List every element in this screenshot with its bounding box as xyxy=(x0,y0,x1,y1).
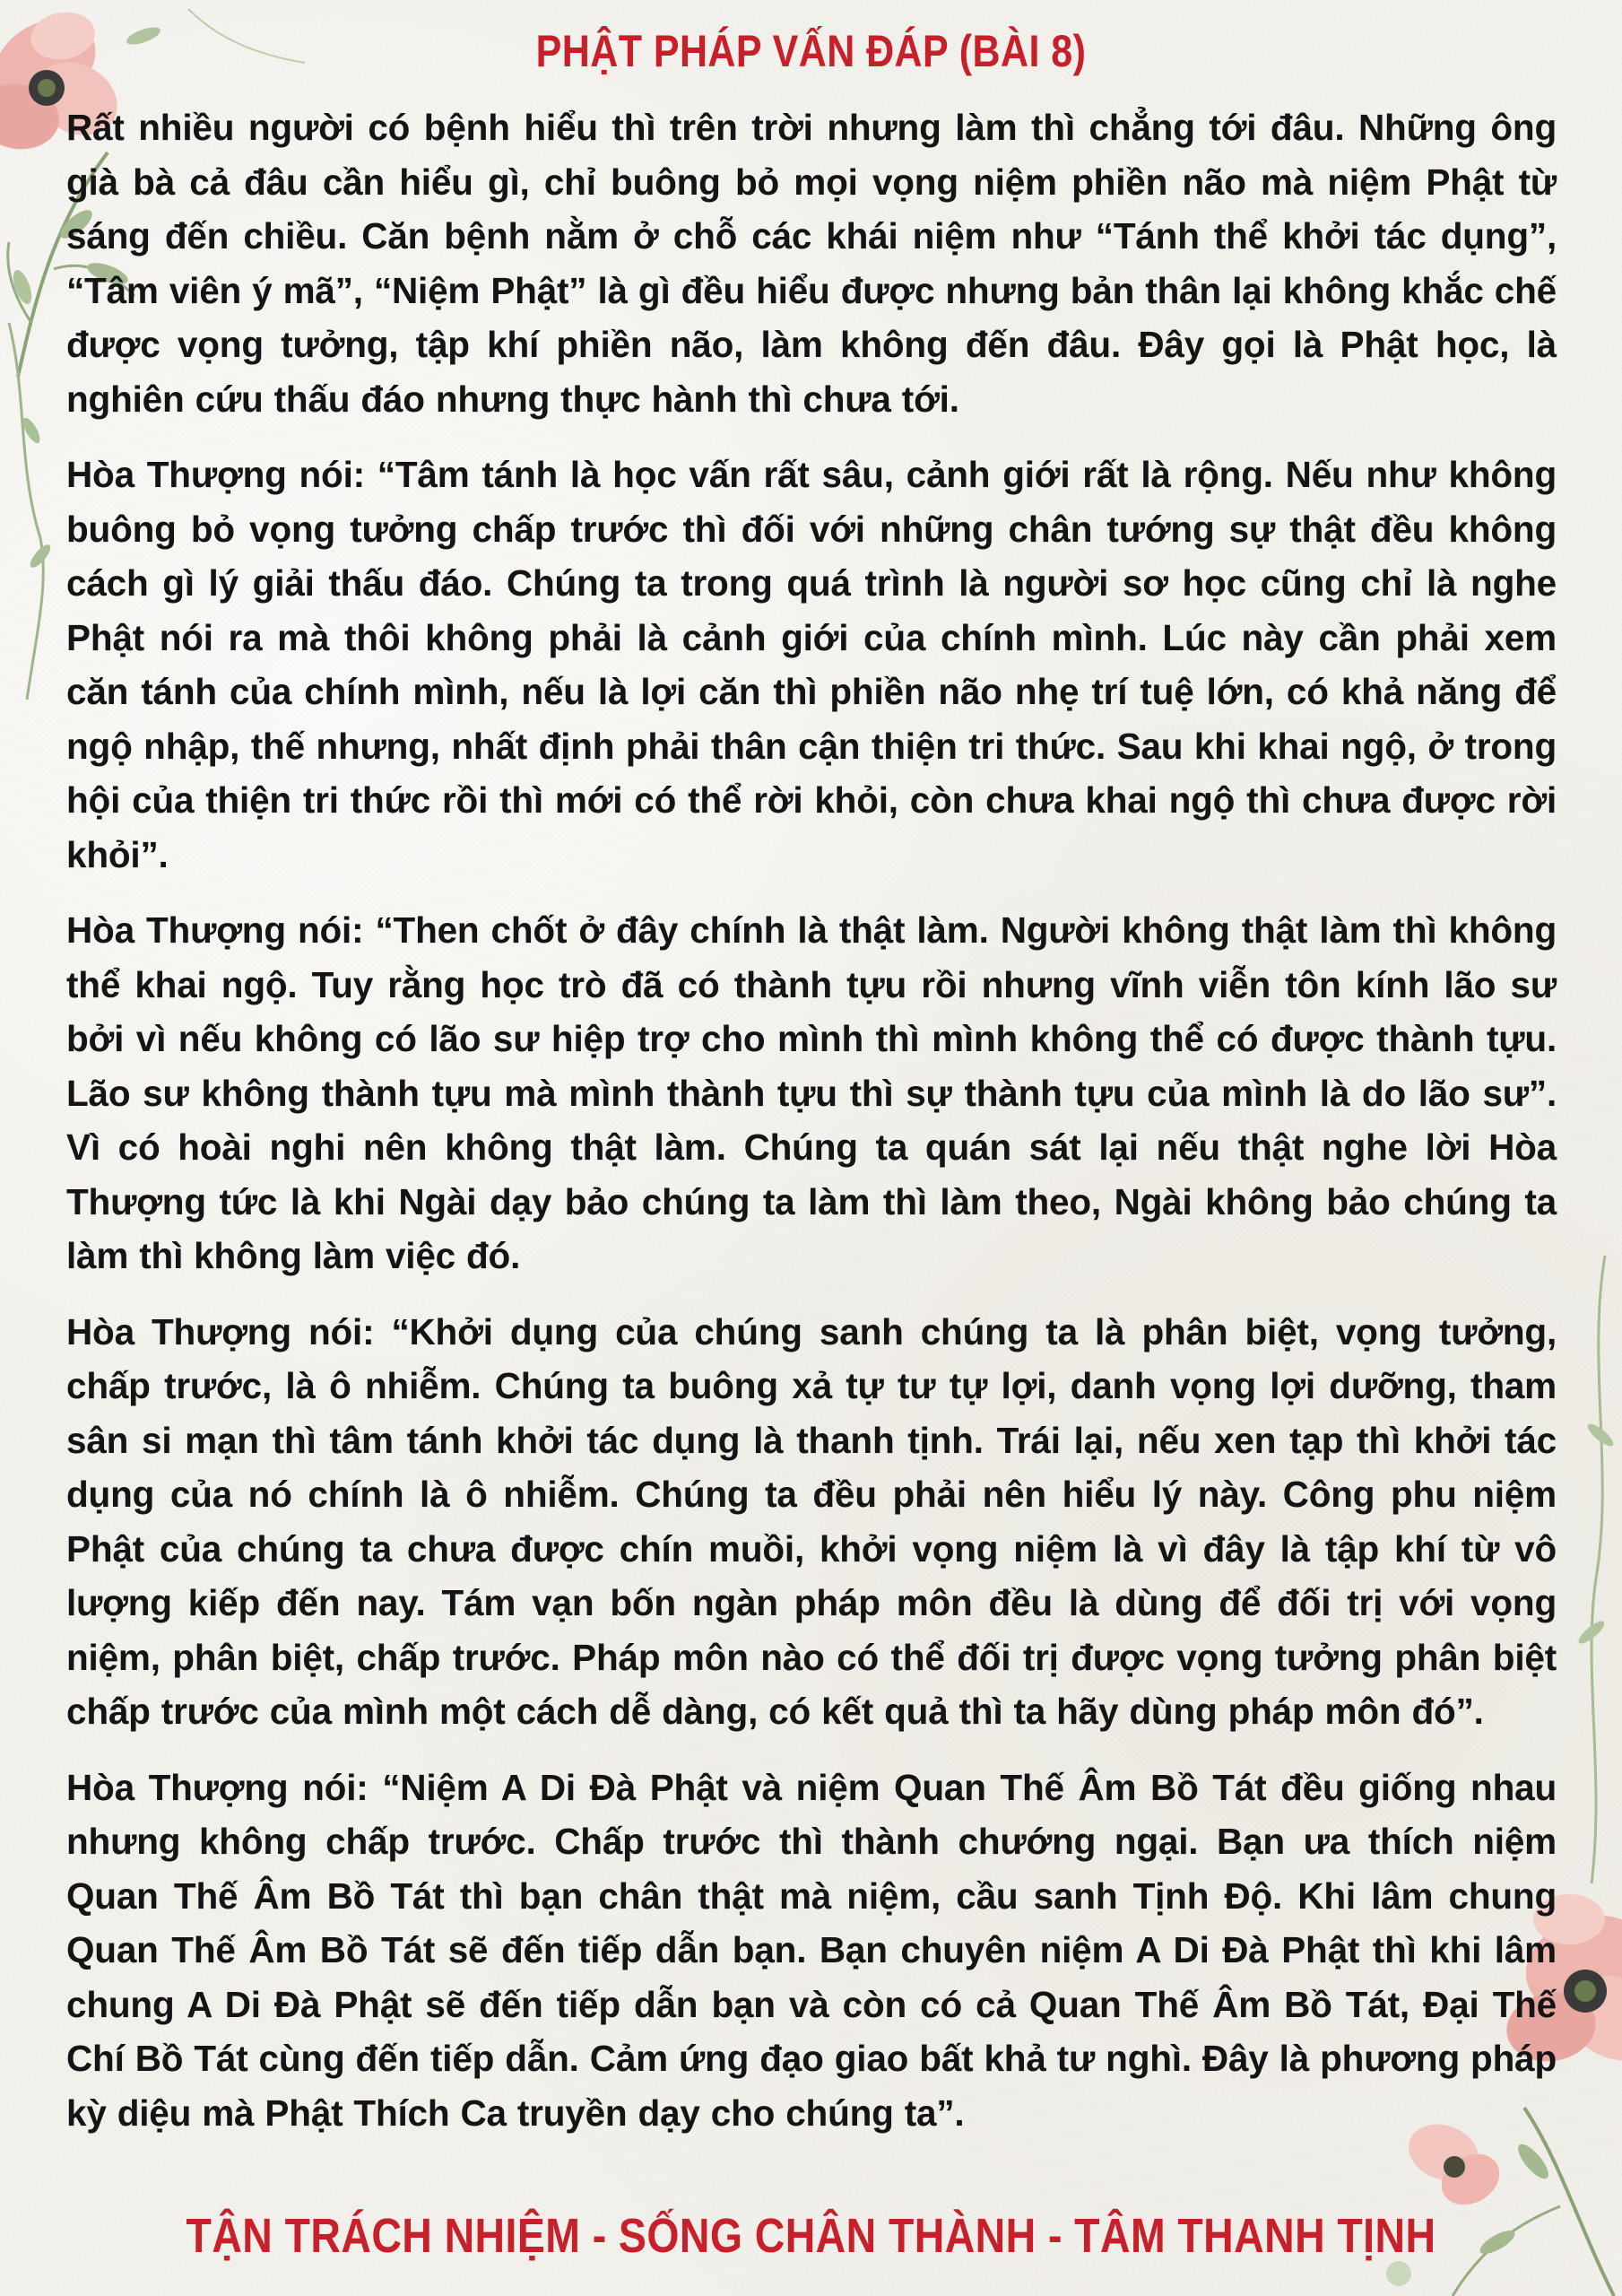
paragraph-2: Hòa Thượng nói: “Tâm tánh là học vấn rất sâu, cảnh giới rất là rộng. Nếu như không buông bỏ vọng tưởng chấp trước thì đối với những chân tướng sự thật đều không cách gì lý giải thấu đáo. Chúng ta trong quá trình là người sơ học cũng chỉ là nghe Phật nói ra mà thôi không phải là cảnh giới của chính mình. Lúc này cần phải xem căn tánh của chính mình, nếu là lợi căn thì phiền não nhẹ trí tuệ lớn, có khả năng để ngộ nhập, thế nhưng, nhất định phải thân cận thiện tri thức. Sau khi khai ngộ, ở trong hội của thiện tri thức rồi thì mới có thể rời khỏi, còn chưa khai ngộ thì chưa được rời khỏi”. xyxy=(66,454,1557,875)
paragraph-4: Hòa Thượng nói: “Khởi dụng của chúng sanh chúng ta là phân biệt, vọng tưởng, chấp trước, là ô nhiễm. Chúng ta buông xả tự tư tự lợi, danh vọng lợi dưỡng, tham sân si mạn thì tâm tánh khởi tác dụng là thanh tịnh. Trái lại, nếu xen tạp thì khởi tác dụng của nó chính là ô nhiễm. Chúng ta đều phải nên hiểu lý này. Công phu niệm Phật của chúng ta chưa được chín muồi, khởi vọng niệm là vì đây là tập khí từ vô lượng kiếp đến nay. Tám vạn bốn ngàn pháp môn đều là dùng để đối trị với vọng niệm, phân biệt, chấp trước. Pháp môn nào có thể đối trị được vọng tưởng phân biệt chấp trước của mình một cách dễ dàng, có kết quả thì ta hãy dùng pháp môn đó”. xyxy=(66,1310,1557,1732)
page-title: PHẬT PHÁP VẤN ĐÁP (BÀI 8) xyxy=(535,26,1087,76)
paragraph-5: Hòa Thượng nói: “Niệm A Di Đà Phật và niệm Quan Thế Âm Bồ Tát đều giống nhau nhưng không chấp trước. Chấp trước thì thành chướng ngại. Bạn ưa thích niệm Quan Thế Âm Bồ Tát thì bạn chân thật mà niệm, cầu sanh Tịnh Độ. Khi lâm chung Quan Thế Âm Bồ Tát sẽ đến tiếp dẫn bạn. Bạn chuyên niệm A Di Đà Phật thì khi lâm chung A Di Đà Phật sẽ đến tiếp dẫn bạn và còn có cả Quan Thế Âm Bồ Tát, Đại Thế Chí Bồ Tát cùng đến tiếp dẫn. Cảm ứng đạo giao bất khả tư nghì. Đây là phương pháp kỳ diệu mà Phật Thích Ca truyền dạy cho chúng ta”. xyxy=(66,1766,1557,2134)
paragraph-3: Hòa Thượng nói: “Then chốt ở đây chính là thật làm. Người không thật làm thì không thể khai ngộ. Tuy rằng học trò đã có thành tựu rồi nhưng vĩnh viễn tôn kính lão sư bởi vì nếu không có lão sư hiệp trợ cho mình thì mình không thể có được thành tựu. Lão sư không thành tựu mà mình thành tựu thì sự thành tựu của mình là do lão sư”. Vì có hoài nghi nên không thật làm. Chúng ta quán sát lại nếu thật nghe lời Hòa Thượng tức là khi Ngài dạy bảo chúng ta làm thì làm theo, Ngài không bảo chúng ta làm thì không làm việc đó. xyxy=(66,909,1557,1276)
green-stems-left-icon xyxy=(0,323,63,700)
article-body xyxy=(66,100,1557,2161)
footer-slogan: TẬN TRÁCH NHIỆM - SỐNG CHÂN THÀNH - TÂM THANH TỊNH xyxy=(186,2209,1436,2263)
green-stems-right-icon xyxy=(1551,1256,1622,1883)
paragraph-1: Rất nhiều người có bệnh hiểu thì trên trời nhưng làm thì chẳng tới đâu. Những ông già bà cả đâu cần hiểu gì, chỉ buông bỏ mọi vọng niệm phiền não mà niệm Phật từ sáng đến chiều. Căn bệnh nằm ở chỗ các khái niệm như “Tánh thể khởi tác dụng”, “Tâm viên ý mã”, “Niệm Phật” là gì đều hiểu được nhưng bản thân lại không khắc chế được vọng tưởng, tập khí phiền não, làm không đến đâu. Đây gọi là Phật học, là nghiên cứu thấu đáo nhưng thực hành thì chưa tới. xyxy=(66,107,1557,420)
